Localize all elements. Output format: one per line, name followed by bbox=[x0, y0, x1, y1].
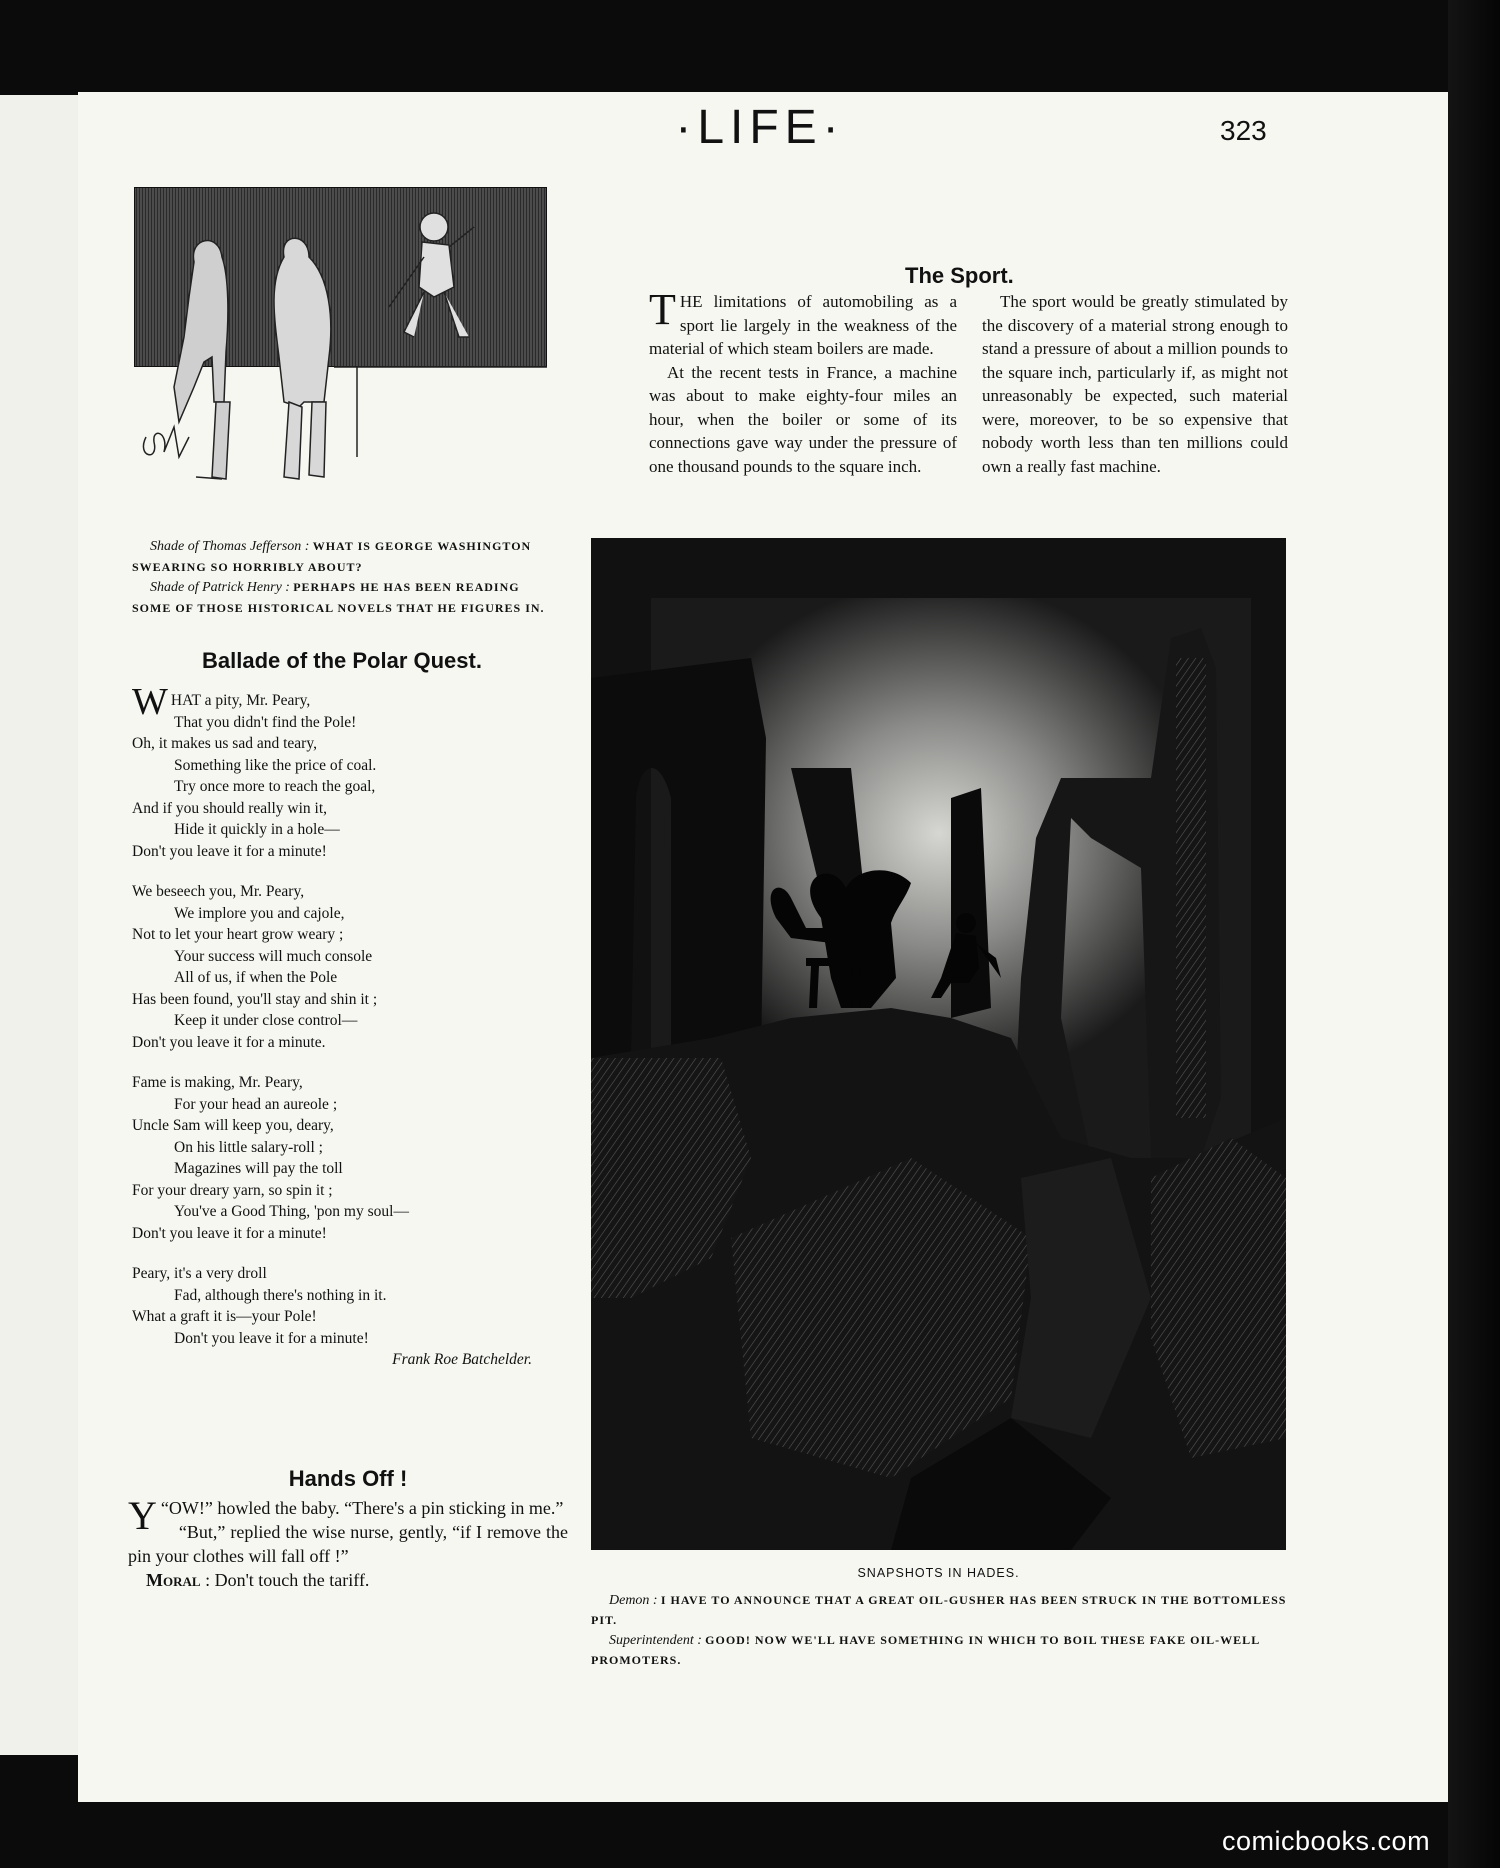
poem-line: Don't you leave it for a minute! bbox=[174, 1329, 369, 1347]
scan-border bbox=[1448, 0, 1500, 1868]
caption-line: I HAVE TO ANNOUNCE THAT A GREAT OIL-GUSHER HAS BEEN STRUCK IN THE BOTTOMLESS PIT. bbox=[591, 1593, 1287, 1627]
poem-line: On his little salary-roll ; bbox=[174, 1138, 323, 1156]
poem-line: Keep it under close control— bbox=[174, 1012, 358, 1029]
sport-column-1 bbox=[649, 285, 957, 478]
sport-column-2 bbox=[982, 290, 1288, 478]
moral-label: Moral bbox=[146, 1570, 201, 1590]
poem-line: All of us, if when the Pole bbox=[174, 969, 338, 986]
sport-paragraph: HE limitations of automobiling as a sport lie largely in the weakness of the material of which steam boilers are made. bbox=[649, 292, 957, 358]
dropcap: T bbox=[649, 285, 676, 334]
poem-line: What a graft it is—your Pole! bbox=[132, 1308, 317, 1325]
poem-line: Has been found, you'll stay and shin it ; bbox=[132, 990, 378, 1008]
stanza-1 bbox=[132, 681, 552, 862]
hands-off-paragraph: OW!” howled the baby. “There's a pin sticking in me.” bbox=[168, 1498, 564, 1518]
poem-line: Peary, it's a very droll bbox=[132, 1265, 267, 1282]
poem-line: Fad, although there's nothing in it. bbox=[174, 1286, 387, 1304]
poem-line: Your success will much console bbox=[174, 947, 373, 965]
moral-text: : Don't touch the tariff. bbox=[205, 1570, 370, 1590]
stanza-2 bbox=[132, 881, 552, 1053]
stanza-4 bbox=[132, 1263, 552, 1371]
poem-line: For your dreary yarn, so spin it ; bbox=[132, 1181, 333, 1199]
watermark: comicbooks.com bbox=[1222, 1826, 1431, 1856]
sport-paragraph: At the recent tests in France, a machine was about to make eighty-four miles an hour, when the boiler or some of its connections gave way under the pressure of one thousand pounds to the square inch. bbox=[649, 362, 957, 476]
sport-paragraph: The sport would be greatly stimulated by the discovery of a material strong enough to stand a pressure of about a million pounds to the square inch, particularly if, as might not unreasonably be expected, such material were, moreover, to be so expensive that nobody worth less than ten millions could own a really fast machine. bbox=[982, 292, 1288, 476]
poem-line: We implore you and cajole, bbox=[174, 904, 345, 922]
poem-line: Hide it quickly in a hole— bbox=[174, 821, 340, 838]
caption-line: WHAT IS GEORGE WASHINGTON SWEARING SO HORRIBLY ABOUT? bbox=[132, 539, 532, 574]
poem-line: You've a Good Thing, 'pon my soul— bbox=[174, 1203, 409, 1220]
hands-off-paragraph: “But,” replied the wise nurse, gently, “if I remove the pin your clothes will fall off !” bbox=[128, 1522, 568, 1566]
poem-line: Don't you leave it for a minute! bbox=[132, 842, 327, 860]
cartoon1-caption bbox=[132, 536, 557, 618]
hades-cartoon bbox=[591, 538, 1286, 1550]
caption-speaker: Demon : bbox=[609, 1593, 658, 1608]
poem-line: Not to let your heart grow weary ; bbox=[132, 926, 344, 943]
page-number: 323 bbox=[1220, 115, 1267, 146]
stanza-3 bbox=[132, 1072, 552, 1244]
poem-line: HAT a pity, Mr. Peary, bbox=[170, 692, 311, 709]
poem-line: Don't you leave it for a minute. bbox=[132, 1033, 326, 1051]
poem-line: Try once more to reach the goal, bbox=[174, 778, 376, 795]
poem-line: Oh, it makes us sad and teary, bbox=[132, 735, 317, 752]
hades-caption bbox=[591, 1590, 1291, 1670]
poem-line: Don't you leave it for a minute! bbox=[132, 1224, 327, 1242]
poem-signature: Frank Roe Batchelder. bbox=[392, 1351, 532, 1368]
caption-line: GOOD! NOW WE'LL HAVE SOMETHING IN WHICH TO BOIL THESE FAKE OIL-WELL PROMOTERS. bbox=[591, 1633, 1260, 1667]
poem-line: Uncle Sam will keep you, deary, bbox=[132, 1117, 334, 1134]
sport-title: The Sport. bbox=[905, 263, 1014, 288]
masthead: ·LIFE· bbox=[675, 101, 845, 154]
ballade-title: Ballade of the Polar Quest. bbox=[202, 648, 482, 673]
poem-line: That you didn't find the Pole! bbox=[174, 713, 357, 731]
caption-speaker: Superintendent : bbox=[609, 1633, 702, 1648]
ballade-poem bbox=[132, 681, 552, 1371]
caption-speaker: Shade of Thomas Jefferson : bbox=[150, 539, 310, 554]
jefferson-henry-cartoon bbox=[134, 187, 547, 499]
dropcap: Y bbox=[128, 1493, 157, 1538]
caption-speaker: Shade of Patrick Henry : bbox=[150, 580, 290, 595]
poem-line: And if you should really win it, bbox=[132, 799, 328, 817]
poem-line: Something like the price of coal. bbox=[174, 756, 377, 774]
poem-line: Magazines will pay the toll bbox=[174, 1160, 343, 1177]
hands-off-title: Hands Off ! bbox=[288, 1466, 408, 1491]
poem-line: We beseech you, Mr. Peary, bbox=[132, 883, 305, 900]
hands-off-text bbox=[128, 1493, 568, 1592]
poem-line: Fame is making, Mr. Peary, bbox=[132, 1074, 303, 1091]
poem-line: For your head an aureole ; bbox=[174, 1095, 338, 1113]
caption-line: PERHAPS HE HAS BEEN READING SOME OF THOSE HISTORICAL NOVELS THAT HE FIGURES IN. bbox=[132, 580, 545, 615]
hades-caption-title: SNAPSHOTS IN HADES. bbox=[857, 1566, 1020, 1580]
open-quote: “ bbox=[160, 1498, 169, 1518]
dropcap: W bbox=[132, 681, 168, 723]
